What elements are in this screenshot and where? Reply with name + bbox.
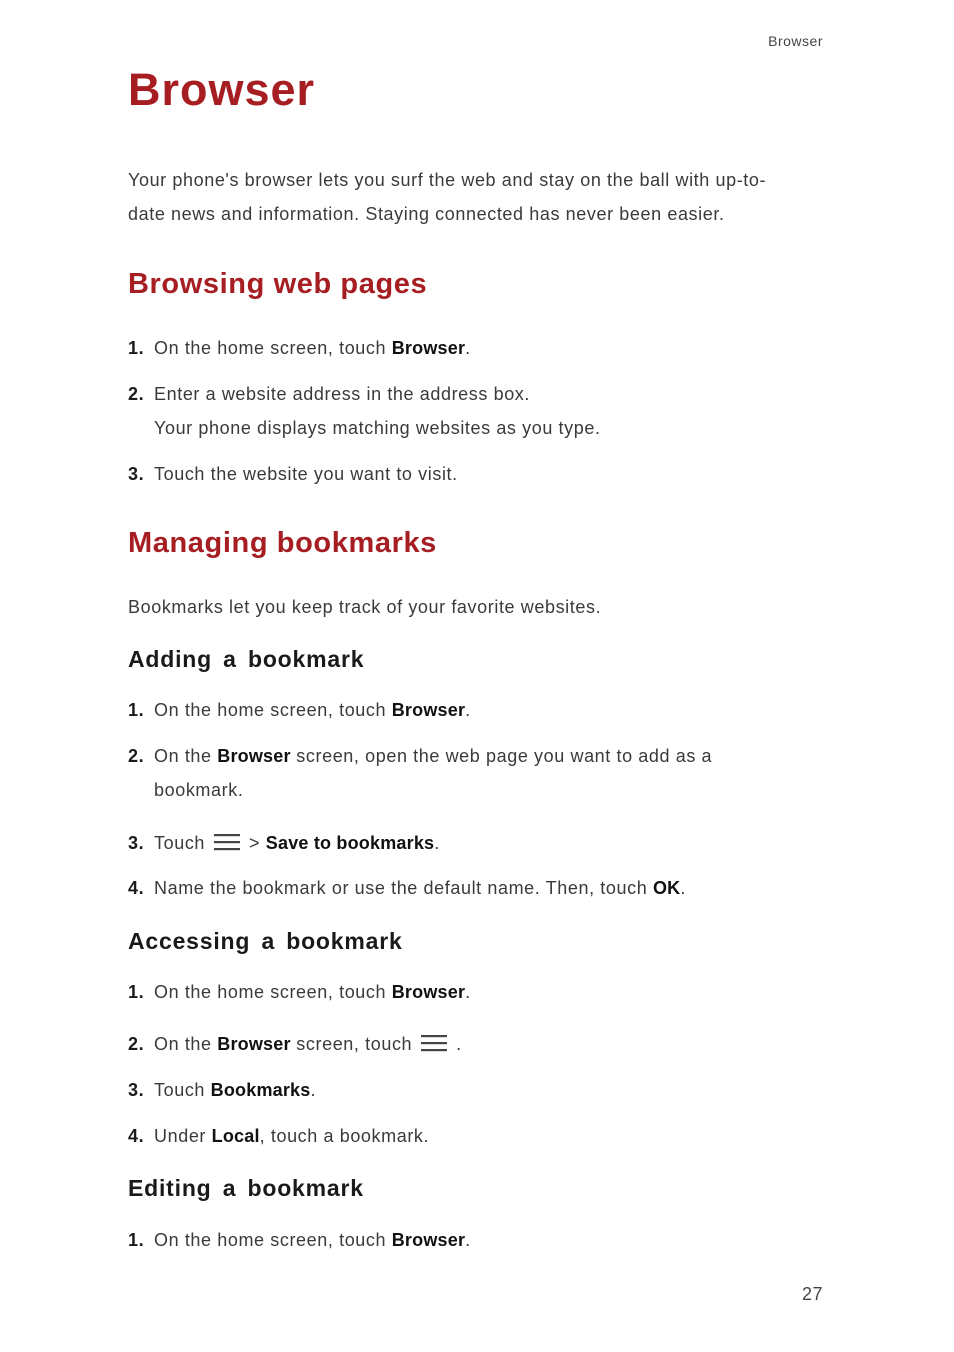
browsing-step-2 <box>128 377 601 445</box>
accessing-step-2 <box>128 1027 462 1061</box>
adding-step-2 <box>128 739 712 807</box>
step-number: 3. <box>128 1080 145 1100</box>
adding-step-1 <box>128 693 471 727</box>
step-number: 1. <box>128 700 145 720</box>
step-number: 4. <box>128 1126 145 1146</box>
step-text: On the <box>154 1034 218 1054</box>
page-title: Browser <box>128 64 316 115</box>
step-number: 2. <box>128 746 145 766</box>
step-text: screen, open the web page you want to add as a <box>290 746 713 766</box>
step-text: Enter a website address in the address box. <box>154 384 530 404</box>
step-text: . <box>465 700 471 720</box>
step-text: On the home screen, touch <box>154 982 392 1002</box>
adding-step-3 <box>128 826 440 860</box>
step-bold: Bookmarks <box>210 1080 311 1100</box>
step-bold: OK <box>652 878 681 898</box>
step-number: 2. <box>128 384 145 404</box>
step-bold: Browser <box>217 1034 291 1054</box>
heading-accessing-bookmark: Accessing a bookmark <box>128 928 403 954</box>
step-number: 2. <box>128 1034 145 1054</box>
adding-step-4 <box>128 871 686 905</box>
step-text: On the home screen, touch <box>154 338 392 358</box>
step-text: . <box>434 833 440 853</box>
step-text: Touch <box>154 833 206 853</box>
step-text: . <box>465 982 471 1002</box>
step-bold: Browser <box>391 700 466 720</box>
step-text: On the <box>154 746 218 766</box>
step-bold: Browser <box>391 982 466 1002</box>
menu-icon <box>213 832 241 852</box>
accessing-step-4 <box>128 1119 429 1153</box>
step-text: . <box>310 1080 317 1100</box>
step-number: 4. <box>128 878 145 898</box>
step-number: 1. <box>128 982 145 1002</box>
intro-line-2: date news and information. Staying connected has never been easier. <box>128 204 725 224</box>
step-number: 3. <box>128 833 145 853</box>
step-text: . <box>465 338 471 358</box>
heading-adding-bookmark: Adding a bookmark <box>128 646 365 672</box>
intro-paragraph <box>128 163 828 231</box>
intro-line-1: Your phone's browser lets you surf the web and stay on the ball with up-to- <box>128 170 767 190</box>
managing-intro: Bookmarks let you keep track of your favorite websites. <box>128 597 602 617</box>
browsing-step-1 <box>128 331 471 365</box>
step-text: , touch a bookmark. <box>259 1126 430 1146</box>
step-number: 3. <box>128 464 145 484</box>
step-bold: Browser <box>391 338 466 358</box>
step-text: screen, touch <box>290 1034 413 1054</box>
step-subtext: Your phone displays matching websites as you type. <box>154 418 601 438</box>
heading-editing-bookmark: Editing a bookmark <box>128 1175 364 1201</box>
step-text: . <box>456 1034 462 1054</box>
step-bold: Browser <box>217 746 291 766</box>
accessing-step-1 <box>128 975 471 1009</box>
accessing-step-3 <box>128 1073 316 1107</box>
step-text: Name the bookmark or use the default name. Then, touch <box>154 878 653 898</box>
running-header: Browser <box>768 33 823 49</box>
step-text: On the home screen, touch <box>154 700 392 720</box>
step-bold: Browser <box>391 1230 466 1250</box>
menu-icon <box>420 1033 448 1053</box>
step-number: 1. <box>128 338 145 358</box>
browsing-step-3 <box>128 457 458 491</box>
step-bold: Local <box>211 1126 260 1146</box>
step-text: . <box>680 878 686 898</box>
step-continuation: bookmark. <box>154 780 244 800</box>
page-number: 27 <box>801 1284 823 1304</box>
step-bold: Save to bookmarks <box>265 833 435 853</box>
step-text: Touch the website you want to visit. <box>154 464 458 484</box>
editing-step-1 <box>128 1223 471 1257</box>
step-text: . <box>465 1230 471 1250</box>
step-text: Touch <box>154 1080 211 1100</box>
heading-managing-bookmarks: Managing bookmarks <box>128 527 437 559</box>
menu-path-separator: > <box>249 833 261 853</box>
heading-browsing-web-pages: Browsing web pages <box>128 268 428 300</box>
step-text: On the home screen, touch <box>154 1230 392 1250</box>
step-text: Under <box>154 1126 212 1146</box>
step-number: 1. <box>128 1230 145 1250</box>
